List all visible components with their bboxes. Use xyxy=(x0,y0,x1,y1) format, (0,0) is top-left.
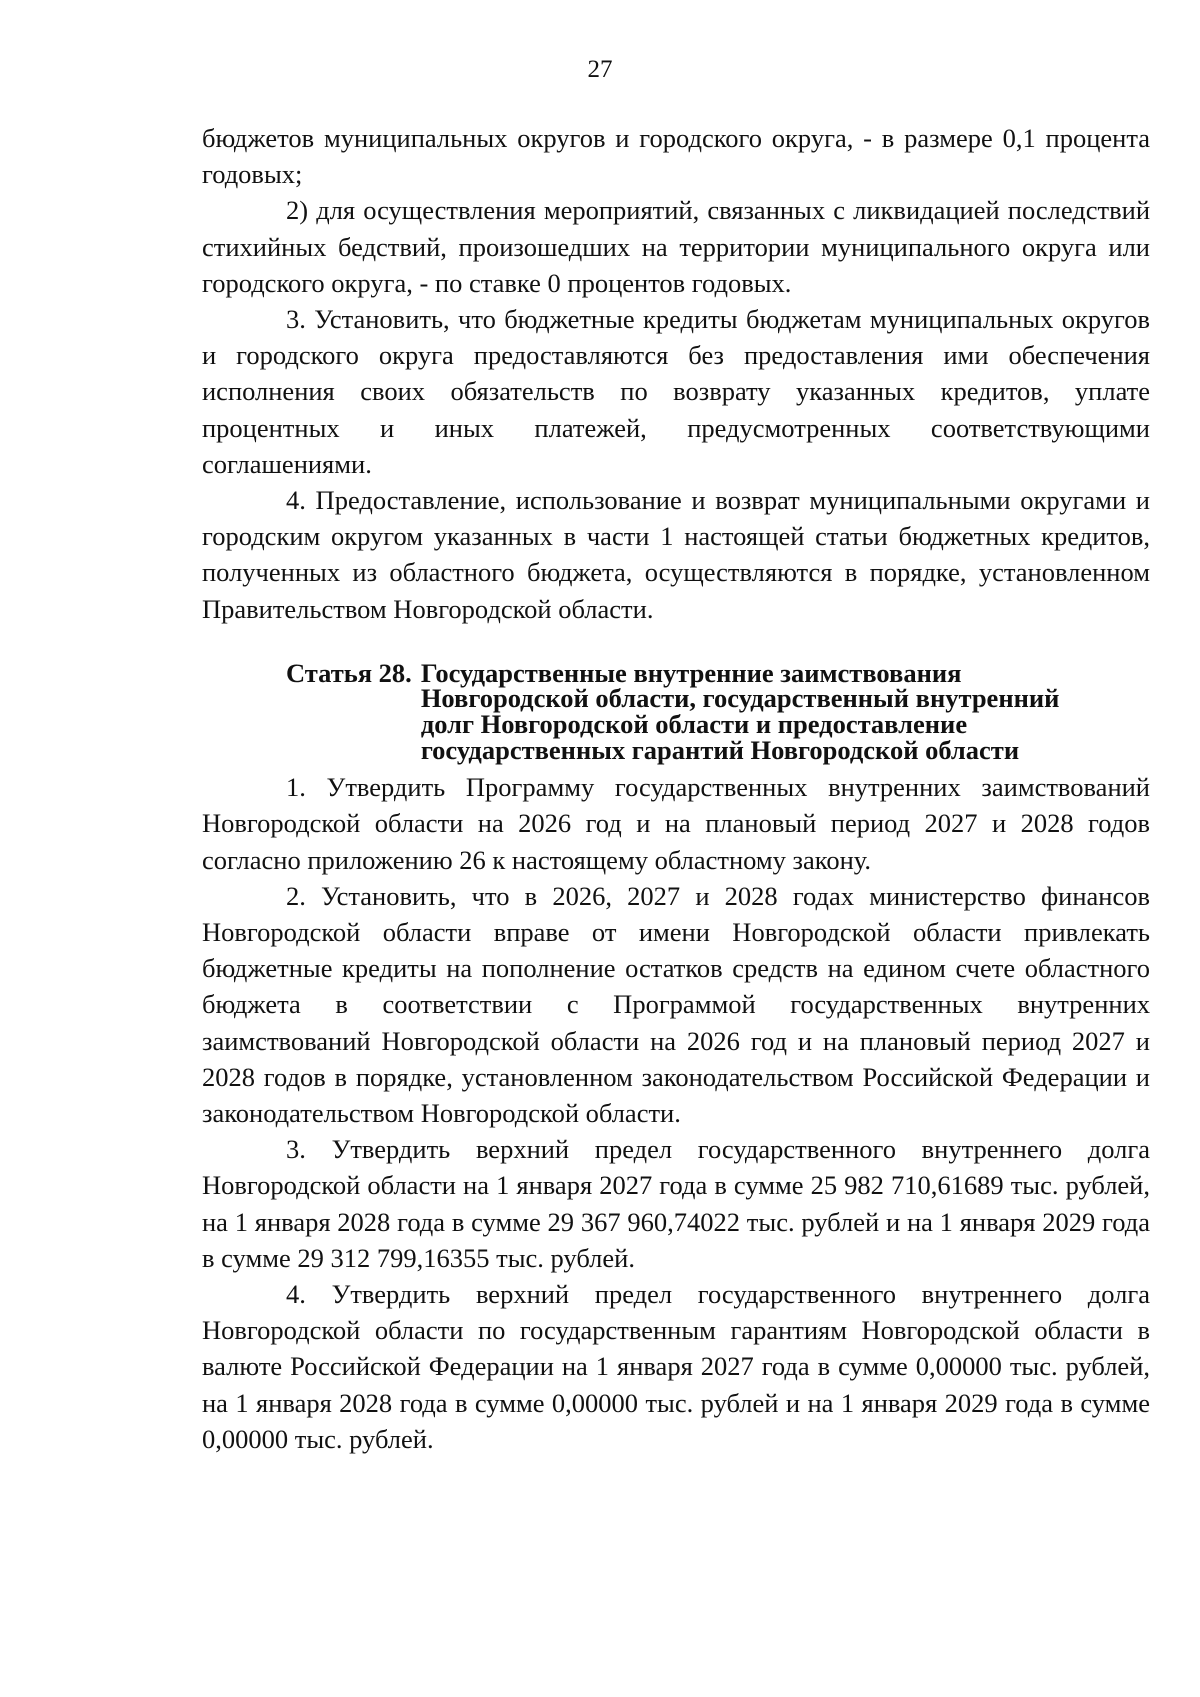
article-title-line: Новгородской области, государственный внутренний xyxy=(420,683,1060,714)
paragraph-continuation: бюджетов муниципальных округов и городского округа, - в размере 0,1 процента годовых; xyxy=(202,123,1150,190)
article-title-line: Государственные внутренние заимствования xyxy=(420,657,962,688)
article-heading xyxy=(202,657,1150,765)
document-body xyxy=(202,120,1150,1457)
article-title-line: государственных гарантий Новгородской области xyxy=(420,734,1020,765)
article-label: Статья 28. xyxy=(286,657,412,688)
article-title-line: долг Новгородской области и предоставление xyxy=(420,709,968,740)
page-number: 27 xyxy=(587,56,613,83)
article-part-2: 2. Установить, что в 2026, 2027 и 2028 годах министерство финансов Новгородской области вправе от имени Новгородской области привлекать бюджетные кредиты на пополнение остатков средств на едином счете областного бюджета в соответствии с Программой государственных внутренних заимствований Новгородской области на 2026 год и на плановый период 2027 и 2028 годов в порядке, установленном законодательством Российской Федерации и законодательством Новгородской области. xyxy=(202,880,1150,1129)
paragraph-item-2: 2) для осуществления мероприятий, связанных с ликвидацией последствий стихийных бедствий, произошедших на территории муниципального округа или городского округа, - по ставке 0 процентов годовых. xyxy=(202,195,1150,298)
article-part-4: 4. Утвердить верхний предел государственного внутреннего долга Новгородской области по государственным гарантиям Новгородской области в валюте Российской Федерации на 1 января 2027 года в сумме 0,00000 тыс. рублей, на 1 января 2028 года в сумме 0,00000 тыс. рублей и на 1 января 2029 года в сумме 0,00000 тыс. рублей. xyxy=(202,1279,1150,1454)
article-part-1: 1. Утвердить Программу государственных внутренних заимствований Новгородской области на 2026 год и на плановый период 2027 и 2028 годов согласно приложению 26 к настоящему областному закону. xyxy=(202,772,1150,875)
article-part-3: 3. Утвердить верхний предел государственного внутреннего долга Новгородской области на 1 января 2027 года в сумме 25 982 710,61689 тыс. рублей, на 1 января 2028 года в сумме 29 367 960,74022 тыс. рублей и на 1 января 2029 года в сумме 29 312 799,16355 тыс. рублей. xyxy=(202,1134,1150,1273)
paragraph-part-4: 4. Предоставление, использование и возврат муниципальными округами и городским округом указанных в части 1 настоящей статьи бюджетных кредитов, полученных из областного бюджета, осуществляются в порядке, установленном Правительством Новгородской области. xyxy=(202,485,1150,624)
paragraph-part-3: 3. Установить, что бюджетные кредиты бюджетам муниципальных округов и городского округа предоставляются без предоставления ими обеспечения исполнения своих обязательств по возврату указанных кредитов, уплате процентных и иных платежей, предусмотренных соответствующими соглашениями. xyxy=(202,304,1150,479)
article-title xyxy=(420,657,1150,765)
